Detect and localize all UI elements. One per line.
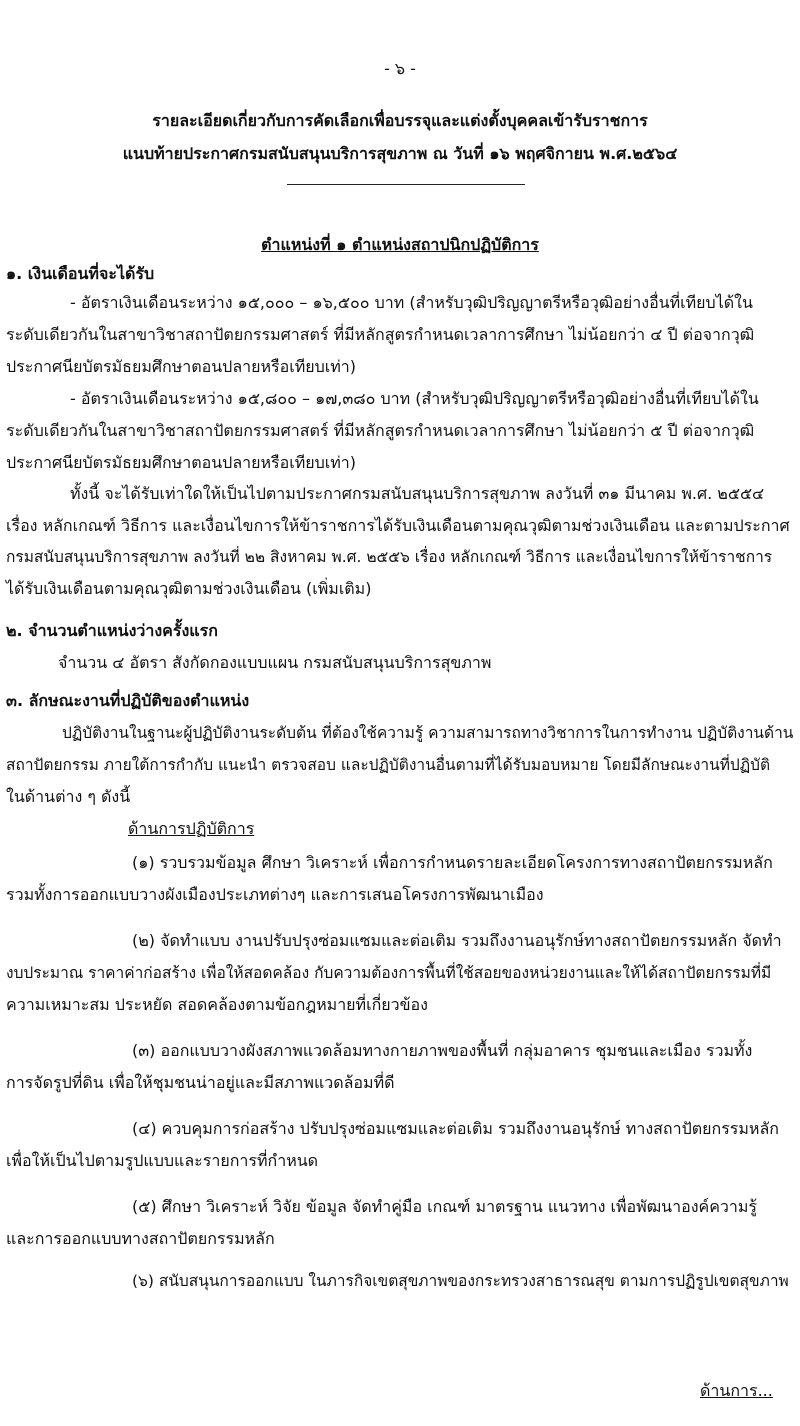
item2-line-3: ความเหมาะสม ประหยัด สอดคล้องตามข้อกฎหมายที่เกี่ยวข้อง [6,995,428,1014]
item1-line-1: (๑) รวบรวมข้อมูล ศึกษา วิเคราะห์ เพื่อการกำหนดรายละเอียดโครงการทางสถาปัตยกรรมหลัก [132,853,773,872]
item4-line-1: (๔) ควบคุมการก่อสร้าง ปรับปรุงซ่อมแซมและต่อเติม รวมถึงงานอนุรักษ์ ทางสถาปัตยกรรมหลัก [132,1119,779,1138]
position-title: ตำแหน่งที่ ๑ ตำแหน่งสถาปนิกปฏิบัติการ [261,235,539,254]
note-line-1: ทั้งนี้ จะได้รับเท่าใดให้เป็นไปตามประกาศกรมสนับสนุนบริการสุขภาพ ลงวันที่ ๓๑ มีนาคม พ.ศ. ๒๕๕๔ [70,484,765,503]
rate1-line-3: ประกาศนียบัตรมัธยมศึกษาตอนปลายหรือเทียบเท่า) [6,357,357,376]
item5-line-2: และการออกแบบทางสถาปัตยกรรมหลัก [6,1229,275,1248]
rate1-line-2: ระดับเดียวกันในสาขาวิชาสถาปัตยกรรมศาสตร์ ที่มีหลักสูตรกำหนดเวลาการศึกษา ไม่น้อยกว่า ๔ ปี ต่อจากวุฒิ [6,325,755,344]
item2-line-2: งบประมาณ ราคาค่าก่อสร้าง เพื่อให้สอดคล้อง กับความต้องการพื้นที่ใช้สอยของหน่วยงานและให้ได้สถาปัตยกรรมที่มี [6,964,772,982]
section1-heading: ๑. เงินเดือนที่จะได้รับ [6,264,155,283]
item5-line-1: (๕) ศึกษา วิเคราะห์ วิจัย ข้อมูล จัดทำคู่มือ เกณฑ์ มาตรฐาน แนวทาง เพื่อพัฒนาองค์ความรู้ [132,1197,758,1216]
header-divider [287,184,525,185]
rate2-line-1: - อัตราเงินเดือนระหว่าง ๑๕,๘๐๐ – ๑๗,๓๘๐ บาท (สำหรับวุฒิปริญญาตรีหรือวุฒิอย่างอื่นที่เทียบได้ใน [70,389,759,408]
note-line-3: กรมสนับสนุนบริการสุขภาพ ลงวันที่ ๒๒ สิงหาคม พ.ศ. ๒๕๕๖ เรื่อง หลักเกณฑ์ วิธีการ และเงื่อนไขการให้ข้าราชการ [6,548,773,566]
note-line-2: เรื่อง หลักเกณฑ์ วิธีการ และเงื่อนไขการให้ข้าราชการได้รับเงินเดือนตามคุณวุฒิตามช่วงเงินเดือน และตามประกาศ [6,516,790,535]
item2-line-1: (๒) จัดทำแบบ งานปรับปรุงซ่อมแซมและต่อเติม รวมถึงงานอนุรักษ์ทางสถาปัตยกรรมหลัก จัดทำ [132,931,782,950]
header-line-2: แนบท้ายประกาศกรมสนับสนุนบริการสุขภาพ ณ วันที่ ๑๖ พฤศจิกายน พ.ศ.๒๕๖๔ [122,144,678,163]
section3-intro-line-1: ปฏิบัติงานในฐานะผู้ปฏิบัติงานระดับต้น ที่ต้องใช้ความรู้ ความสามารถทางวิชาการในการทำงาน ปฏิบัติงานด้าน [62,724,794,742]
rate1-line-1: - อัตราเงินเดือนระหว่าง ๑๕,๐๐๐ – ๑๖,๕๐๐ บาท (สำหรับวุฒิปริญญาตรีหรือวุฒิอย่างอื่นที่เทียบได้ใน [70,293,753,312]
footer-continuation: ด้านการ... [700,1381,773,1400]
rate2-line-3: ประกาศนียบัตรมัธยมศึกษาตอนปลายหรือเทียบเท่า) [6,453,357,472]
section3-subheading: ด้านการปฏิบัติการ [128,819,255,838]
header-line-1: รายละเอียดเกี่ยวกับการคัดเลือกเพื่อบรรจุและแต่งตั้งบุคคลเข้ารับราชการ [152,111,648,130]
page-number: - ๖ - [384,59,416,78]
section3-heading: ๓. ลักษณะงานที่ปฏิบัติของตำแหน่ง [6,691,250,710]
item1-line-2: รวมทั้งการออกแบบวางผังเมืองประเภทต่างๆ และการเสนอโครงการพัฒนาเมือง [6,885,544,904]
rate2-line-2: ระดับเดียวกันในสาขาวิชาสถาปัตยกรรมศาสตร์ ที่มีหลักสูตรกำหนดเวลาการศึกษา ไม่น้อยกว่า ๕ ปี ต่อจากวุฒิ [6,421,755,440]
section3-intro-line-2: สถาปัตยกรรม ภายใต้การกำกับ แนะนำ ตรวจสอบ และปฏิบัติงานอื่นตามที่ได้รับมอบหมาย โดยมีลักษณะงานที่ปฏิบัติ [6,756,771,774]
item3-line-1: (๓) ออกแบบวางผังสภาพแวดล้อมทางกายภาพของพื้นที่ กลุ่มอาคาร ชุมชนและเมือง รวมทั้ง [132,1041,753,1060]
item3-line-2: การจัดรูปที่ดิน เพื่อให้ชุมชนน่าอยู่และมีสภาพแวดล้อมที่ดี [6,1073,395,1092]
section2-body: จำนวน ๔ อัตรา สังกัดกองแบบแผน กรมสนับสนุนบริการสุขภาพ [58,653,492,672]
section3-intro-line-3: ในด้านต่าง ๆ ดังนี้ [6,787,131,806]
section2-heading: ๒. จำนวนตำแหน่งว่างครั้งแรก [6,621,218,640]
item6-line-1: (๖) สนับสนุนการออกแบบ ในภารกิจเขตสุขภาพของกระทรวงสาธารณสุข ตามการปฏิรูปเขตสุขภาพ [132,1272,789,1290]
item4-line-2: เพื่อให้เป็นไปตามรูปแบบและรายการที่กำหนด [6,1151,319,1170]
note-line-4: ได้รับเงินเดือนตามคุณวุฒิตามช่วงเงินเดือน (เพิ่มเติม) [6,579,372,598]
